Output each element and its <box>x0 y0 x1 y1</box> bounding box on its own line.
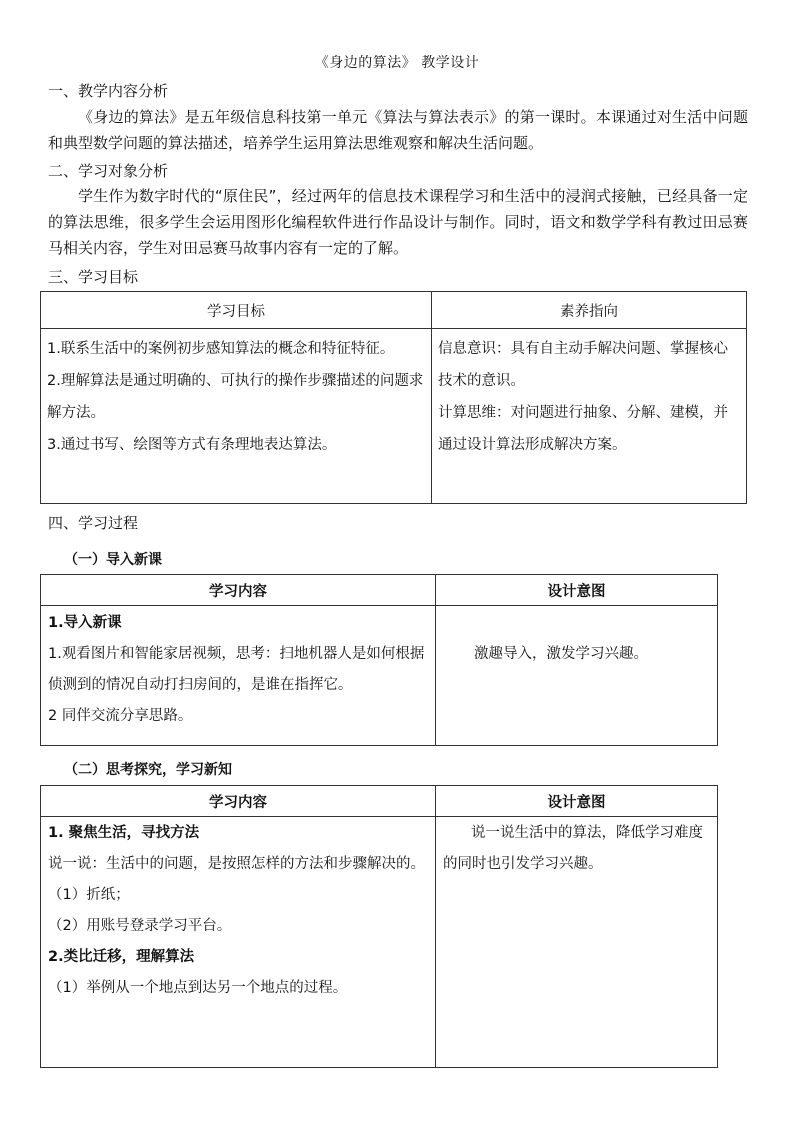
part-2-intent: 说一说生活中的算法，降低学习难度的同时也引发学习兴趣。 <box>443 825 703 872</box>
part-1-table <box>40 574 718 746</box>
part-1-content-line: 1.观看图片和智能家居视频，思考：扫地机器人是如何根据侦测到的情况自动打扫房间的，是谁在指挥它。 <box>48 646 425 693</box>
part-2-content-header: 学习内容 <box>41 786 436 817</box>
part-1-subheading: （一）导入新课 <box>64 552 162 568</box>
part-1-content-title: 1.导入新课 <box>48 615 122 631</box>
part-2-block-1-line: 说一说：生活中的问题，是按照怎样的方法和步骤解决的。 <box>48 856 425 872</box>
section-3-heading: 三、学习目标 <box>48 268 139 286</box>
literacy-header: 素养指向 <box>432 292 747 329</box>
literacy-item: 信息意识：具有自主动手解决问题、掌握核心技术的意识。 <box>438 341 728 389</box>
literacy-cell <box>432 329 747 504</box>
part-2-block-1-title: 1. 聚焦生活，寻找方法 <box>48 825 200 841</box>
part-2-block-1-line: （1）折纸； <box>48 887 130 903</box>
part-1-content-header: 学习内容 <box>41 575 436 606</box>
goal-item: 1.联系生活中的案例初步感知算法的概念和特征特征。 <box>47 341 395 357</box>
part-2-block-2-title: 2.类比迁移，理解算法 <box>48 949 195 965</box>
part-2-intent-header: 设计意图 <box>436 786 718 817</box>
goals-cell <box>41 329 432 504</box>
part-1-intent-cell <box>436 606 718 746</box>
section-4-heading: 四、学习过程 <box>48 514 139 532</box>
document-title: 《身边的算法》 教学设计 <box>314 55 480 71</box>
literacy-item: 计算思维：对问题进行抽象、分解、建模，并通过设计算法形成解决方案。 <box>438 405 728 453</box>
goal-item: 2.理解算法是通过明确的、可执行的操作步骤描述的问题求解方法。 <box>47 373 424 421</box>
part-2-table <box>40 785 718 1068</box>
goal-item: 3.通过书写、绘图等方式有条理地表达算法。 <box>47 437 337 453</box>
part-2-subheading: （二）思考探究，学习新知 <box>64 762 232 778</box>
section-1-heading: 一、教学内容分析 <box>48 82 169 100</box>
part-1-intent: 激趣导入，激发学习兴趣。 <box>474 646 648 662</box>
part-2-block-1-line: （2）用账号登录学习平台。 <box>48 918 232 934</box>
goals-table <box>40 291 747 504</box>
part-1-intent-header: 设计意图 <box>436 575 718 606</box>
section-2-heading: 二、学习对象分析 <box>48 162 169 180</box>
part-2-content-cell <box>41 817 436 1068</box>
part-1-content-line: 2 同伴交流分享思路。 <box>48 708 193 724</box>
section-2-text: 学生作为数字时代的“原住民”，经过两年的信息技术课程学习和生活中的浸润式接触，已经具备一定的算法思维，很多学生会运用图形化编程软件进行作品设计与制作。同时，语文和数学学科有教过田忌赛马相关内容，学生对田忌赛马故事内容有一定的了解。 <box>48 187 748 257</box>
section-1-text: 《身边的算法》是五年级信息科技第一单元《算法与算法表示》的第一课时。本课通过对生活中问题和典型数学问题的算法描述，培养学生运用算法思维观察和解决生活问题。 <box>48 108 748 152</box>
part-1-content-cell <box>41 606 436 746</box>
part-2-intent-cell <box>436 817 718 1068</box>
goals-header: 学习目标 <box>41 292 432 329</box>
part-2-block-2-line: （1）举例从一个地点到达另一个地点的过程。 <box>48 980 348 996</box>
